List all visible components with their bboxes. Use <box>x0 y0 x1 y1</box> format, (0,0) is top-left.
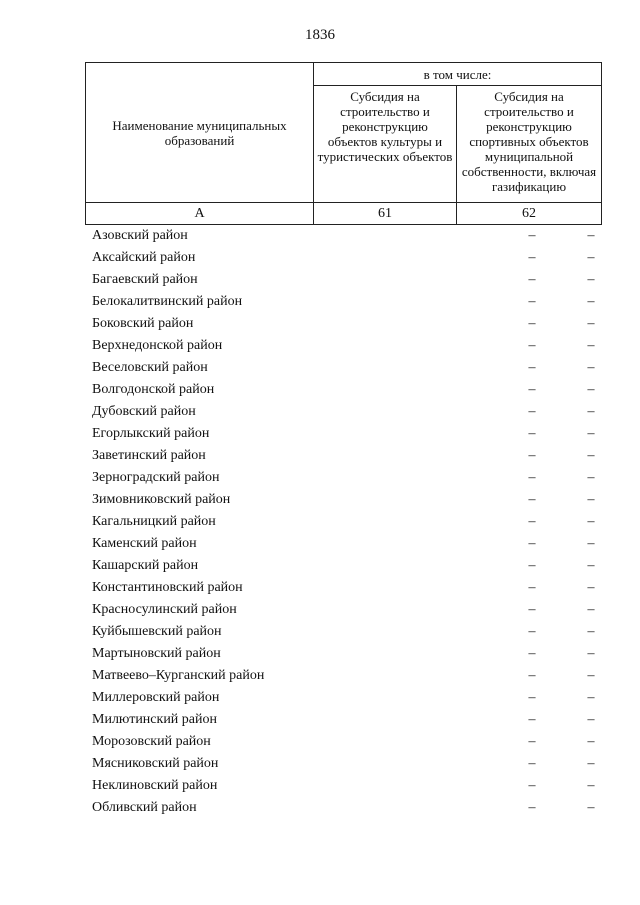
municipality-name: Заветинский район <box>92 448 206 463</box>
table-row <box>85 269 601 291</box>
value-col-61: – <box>528 756 536 771</box>
column-header-name: Наименование муниципальных образований <box>86 63 314 203</box>
value-col-62: – <box>587 558 595 573</box>
value-col-61: – <box>528 558 536 573</box>
value-col-62: – <box>587 382 595 397</box>
value-col-61: – <box>528 646 536 661</box>
municipality-name: Константиновский район <box>92 580 243 595</box>
column-number-62: 62 <box>457 203 602 225</box>
value-col-61: – <box>528 580 536 595</box>
table-row <box>85 489 601 511</box>
value-col-62: – <box>587 668 595 683</box>
municipality-name: Куйбышевский район <box>92 624 222 639</box>
value-col-62: – <box>587 448 595 463</box>
value-col-61: – <box>528 294 536 309</box>
value-col-62: – <box>587 800 595 815</box>
value-col-61: – <box>528 734 536 749</box>
municipality-name: Аксайский район <box>92 250 196 265</box>
value-col-61: – <box>528 250 536 265</box>
value-col-62: – <box>587 228 595 243</box>
municipality-name: Обливский район <box>92 800 197 815</box>
value-col-62: – <box>587 646 595 661</box>
value-col-62: – <box>587 272 595 287</box>
municipality-name: Азовский район <box>92 228 188 243</box>
value-col-61: – <box>528 602 536 617</box>
table-row <box>85 313 601 335</box>
value-col-61: – <box>528 712 536 727</box>
value-col-61: – <box>528 382 536 397</box>
table-row <box>85 665 601 687</box>
column-number-a: А <box>86 203 314 225</box>
municipality-name: Матвеево–Курганский район <box>92 668 265 683</box>
table-row <box>85 709 601 731</box>
municipality-name: Милютинский район <box>92 712 218 727</box>
table-row <box>85 401 601 423</box>
municipality-name: Морозовский район <box>92 734 211 749</box>
table-body <box>85 225 601 819</box>
value-col-62: – <box>587 316 595 331</box>
municipality-name: Веселовский район <box>92 360 208 375</box>
table-row <box>85 225 601 247</box>
value-col-61: – <box>528 404 536 419</box>
municipality-name: Волгодонской район <box>92 382 215 397</box>
table-header <box>85 62 602 225</box>
municipality-name: Зерноградский район <box>92 470 220 485</box>
value-col-62: – <box>587 514 595 529</box>
table-row <box>85 599 601 621</box>
municipality-name: Егорлыкский район <box>92 426 210 441</box>
value-col-62: – <box>587 294 595 309</box>
value-col-61: – <box>528 492 536 507</box>
value-col-62: – <box>587 756 595 771</box>
table-row <box>85 423 601 445</box>
column-group-header: в том числе: <box>314 63 602 86</box>
value-col-61: – <box>528 800 536 815</box>
value-col-62: – <box>587 580 595 595</box>
value-col-61: – <box>528 360 536 375</box>
table-row <box>85 621 601 643</box>
value-col-61: – <box>528 448 536 463</box>
value-col-62: – <box>587 470 595 485</box>
table-row <box>85 247 601 269</box>
table-row <box>85 731 601 753</box>
municipality-name: Зимовниковский район <box>92 492 231 507</box>
value-col-61: – <box>528 426 536 441</box>
municipality-name: Верхнедонской район <box>92 338 223 353</box>
municipality-name: Каменский район <box>92 536 197 551</box>
value-col-62: – <box>587 712 595 727</box>
value-col-61: – <box>528 514 536 529</box>
value-col-61: – <box>528 316 536 331</box>
municipality-name: Красносулинский район <box>92 602 237 617</box>
value-col-62: – <box>587 624 595 639</box>
municipality-name: Боковский район <box>92 316 194 331</box>
table-row <box>85 555 601 577</box>
table-row <box>85 357 601 379</box>
column-header-62: Субсидия на строительство и реконструкцию спортивных объектов муниципальной собственности, включая газификацию <box>457 86 602 203</box>
municipality-name: Дубовский район <box>92 404 196 419</box>
value-col-61: – <box>528 228 536 243</box>
value-col-62: – <box>587 734 595 749</box>
table-row <box>85 797 601 819</box>
value-col-62: – <box>587 602 595 617</box>
table-row <box>85 533 601 555</box>
table-row <box>85 467 601 489</box>
municipality-name: Мартыновский район <box>92 646 221 661</box>
value-col-62: – <box>587 250 595 265</box>
table-row <box>85 379 601 401</box>
municipality-name: Белокалитвинский район <box>92 294 243 309</box>
value-col-61: – <box>528 668 536 683</box>
municipality-name: Кашарский район <box>92 558 199 573</box>
value-col-62: – <box>587 360 595 375</box>
value-col-62: – <box>587 426 595 441</box>
municipality-name: Неклиновский район <box>92 778 218 793</box>
page-number: 1836 <box>305 27 335 43</box>
municipality-name: Багаевский район <box>92 272 198 287</box>
table-row <box>85 445 601 467</box>
value-col-62: – <box>587 404 595 419</box>
value-col-62: – <box>587 690 595 705</box>
value-col-61: – <box>528 690 536 705</box>
municipality-name: Кагальницкий район <box>92 514 216 529</box>
table-row <box>85 753 601 775</box>
value-col-61: – <box>528 536 536 551</box>
value-col-62: – <box>587 492 595 507</box>
table-row <box>85 291 601 313</box>
table-row <box>85 511 601 533</box>
value-col-61: – <box>528 470 536 485</box>
table-row <box>85 687 601 709</box>
municipality-name: Мясниковский район <box>92 756 219 771</box>
value-col-62: – <box>587 536 595 551</box>
table-row <box>85 643 601 665</box>
column-header-61: Субсидия на строительство и реконструкцию объектов культуры и туристических объектов <box>314 86 457 203</box>
value-col-61: – <box>528 624 536 639</box>
value-col-61: – <box>528 272 536 287</box>
value-col-62: – <box>587 338 595 353</box>
table-row <box>85 577 601 599</box>
table-row <box>85 775 601 797</box>
value-col-61: – <box>528 778 536 793</box>
table-row <box>85 335 601 357</box>
value-col-62: – <box>587 778 595 793</box>
value-col-61: – <box>528 338 536 353</box>
column-number-61: 61 <box>314 203 457 225</box>
municipality-name: Миллеровский район <box>92 690 220 705</box>
